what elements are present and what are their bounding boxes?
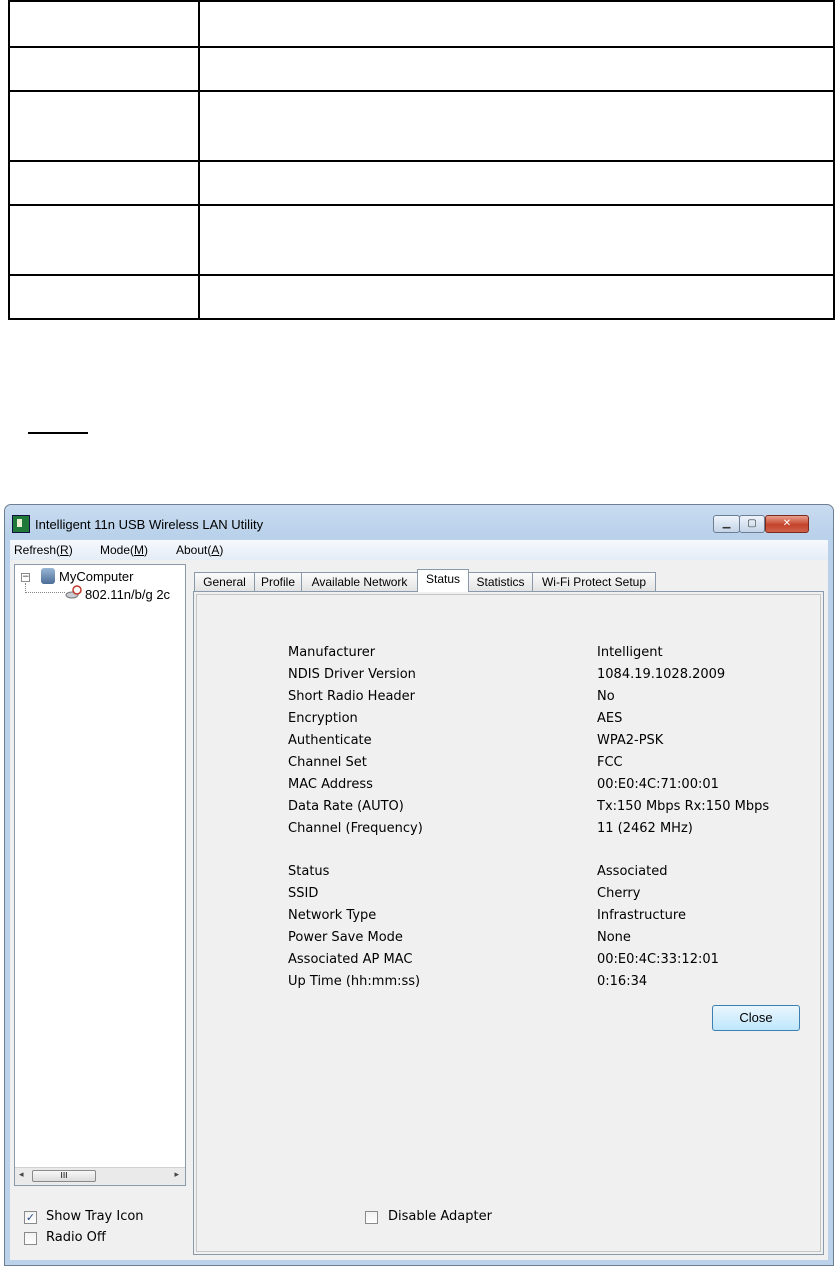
minimize-button[interactable]: ▁ xyxy=(713,515,740,533)
maximize-button[interactable]: ▢ xyxy=(739,515,765,533)
status-value: No xyxy=(597,689,615,704)
table-cell xyxy=(199,275,834,319)
status-label: Channel (Frequency) xyxy=(288,821,423,836)
tree-item-adapter[interactable]: 802.11n/b/g 2c xyxy=(85,587,171,602)
table-cell xyxy=(9,1,199,47)
collapse-icon[interactable]: − xyxy=(22,572,30,582)
app-icon xyxy=(12,515,30,533)
status-label: Short Radio Header xyxy=(288,689,416,704)
document-table xyxy=(8,0,835,320)
status-label: NDIS Driver Version xyxy=(288,667,416,682)
status-label: Authenticate xyxy=(288,733,372,748)
window-title: Intelligent 11n USB Wireless LAN Utility xyxy=(35,517,264,532)
status-value: Cherry xyxy=(597,886,641,901)
table-row xyxy=(9,1,834,47)
status-value: FCC xyxy=(597,755,623,770)
show-tray-icon-checkbox[interactable]: ✓ xyxy=(25,1211,36,1224)
computer-icon xyxy=(41,568,55,584)
status-label: Status xyxy=(288,864,330,879)
radio-off-checkbox[interactable] xyxy=(24,1232,37,1245)
heading-underline xyxy=(28,432,88,434)
tab-wifi-protect-setup[interactable]: Wi-Fi Protect Setup xyxy=(532,572,656,591)
status-value: AES xyxy=(597,711,623,726)
table-cell xyxy=(9,91,199,161)
menu-refresh[interactable]: Refresh(R) xyxy=(14,543,73,557)
status-panel xyxy=(193,591,824,1255)
table-cell xyxy=(199,47,834,91)
table-cell xyxy=(199,161,834,205)
menu-mode[interactable]: Mode(M) xyxy=(100,543,149,557)
utility-window xyxy=(4,504,834,1266)
table-row xyxy=(9,205,834,275)
status-value: Infrastructure xyxy=(597,908,686,923)
menu-bar xyxy=(10,540,828,560)
tree-item-mycomputer[interactable]: MyComputer xyxy=(59,569,134,584)
disable-adapter-checkbox[interactable] xyxy=(365,1211,378,1224)
tree-connector xyxy=(25,592,65,593)
status-label: Associated AP MAC xyxy=(288,952,413,967)
status-label: Up Time (hh:mm:ss) xyxy=(288,974,421,989)
radio-off-label: Radio Off xyxy=(46,1230,106,1245)
table-row xyxy=(9,275,834,319)
table-cell xyxy=(199,91,834,161)
status-label: Channel Set xyxy=(288,755,367,770)
status-label: Data Rate (AUTO) xyxy=(288,799,404,814)
tab-statistics[interactable]: Statistics xyxy=(468,572,533,591)
scroll-thumb[interactable]: III xyxy=(32,1170,96,1182)
tab-status[interactable]: Status xyxy=(417,569,469,592)
table-cell xyxy=(9,47,199,91)
table-row xyxy=(9,161,834,205)
horizontal-scrollbar[interactable] xyxy=(15,1167,185,1185)
scroll-right-icon[interactable]: ▸ xyxy=(174,1170,179,1180)
status-label: Encryption xyxy=(288,711,358,726)
show-tray-icon-label: Show Tray Icon xyxy=(46,1209,144,1224)
close-window-button[interactable]: ✕ xyxy=(765,515,809,533)
table-cell xyxy=(9,205,199,275)
status-value: Tx:150 Mbps Rx:150 Mbps xyxy=(597,799,770,814)
title-bar[interactable] xyxy=(5,505,833,539)
status-value: Associated xyxy=(597,864,668,879)
status-value: 11 (2462 MHz) xyxy=(597,821,693,836)
client-area xyxy=(10,560,828,1260)
status-label: MAC Address xyxy=(288,777,373,792)
close-button[interactable]: Close xyxy=(712,1005,800,1031)
status-value: WPA2-PSK xyxy=(597,733,664,748)
status-value: 0:16:34 xyxy=(597,974,648,989)
table-cell xyxy=(199,205,834,275)
tab-profile[interactable]: Profile xyxy=(254,572,302,591)
tab-available-network[interactable]: Available Network xyxy=(301,572,418,591)
status-label: Manufacturer xyxy=(288,645,376,660)
status-value: 00:E0:4C:33:12:01 xyxy=(597,952,719,967)
status-label: Network Type xyxy=(288,908,377,923)
wireless-adapter-icon xyxy=(65,585,83,599)
table-cell xyxy=(199,1,834,47)
table-cell xyxy=(9,161,199,205)
status-value: 00:E0:4C:71:00:01 xyxy=(597,777,719,792)
status-info-area xyxy=(196,594,821,1252)
status-value: None xyxy=(597,930,631,945)
table-cell xyxy=(9,275,199,319)
device-tree[interactable] xyxy=(14,564,186,1186)
table-row xyxy=(9,47,834,91)
status-label: SSID xyxy=(288,886,319,901)
status-value: Intelligent xyxy=(597,645,663,660)
status-label: Power Save Mode xyxy=(288,930,403,945)
tab-general[interactable]: General xyxy=(194,572,255,591)
menu-about[interactable]: About(A) xyxy=(176,543,224,557)
scroll-left-icon[interactable]: ◂ xyxy=(19,1170,24,1180)
status-value: 1084.19.1028.2009 xyxy=(597,667,726,682)
table-row xyxy=(9,91,834,161)
disable-adapter-label: Disable Adapter xyxy=(388,1209,492,1224)
